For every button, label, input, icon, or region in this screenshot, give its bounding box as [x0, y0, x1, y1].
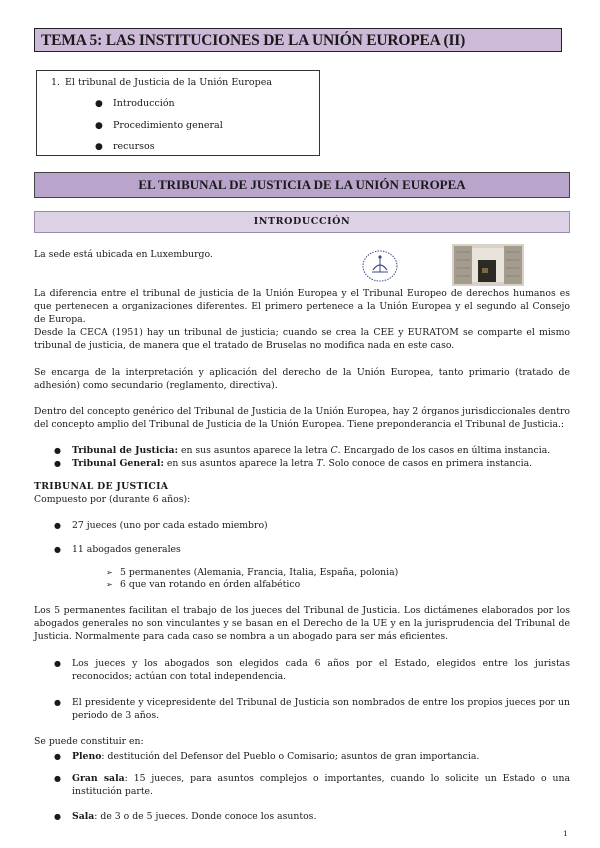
bullet-icon: ●: [54, 752, 61, 761]
list-item-gran-sala: ● Gran sala: 15 jueces, para asuntos complejos o importantes, cuando lo solicite un Estado o una institución parte.: [54, 773, 571, 798]
tj-heading: TRIBUNAL DE JUSTICIA: [34, 481, 169, 492]
bullet-icon: ●: [54, 545, 61, 554]
court-photo: [452, 244, 524, 286]
arrow-icon: ➢: [106, 580, 113, 589]
sub-item-permanent: ➢ 5 permanentes (Alemania, Francia, Italia, España, polonia): [106, 567, 399, 578]
paragraph-difference: La diferencia entre el tribunal de justicia de la Unión Europea y el Tribunal Europeo de derechos humanos es que pertenecen a organizaciones diferentes. El primero pertenece a la Unión Europea y el segundo al Consejo de Europa.: [34, 288, 570, 326]
index-list: [95, 98, 223, 163]
index-number: 1.: [51, 77, 61, 88]
subsection-title: INTRODUCCIÓN: [34, 211, 570, 233]
arrow-icon: ➢: [106, 568, 113, 577]
bullet-icon: ●: [54, 812, 61, 821]
sub-item-rotating: ➢ 6 que van rotando en órden alfabético: [106, 579, 301, 590]
bullet-icon: ●: [54, 459, 61, 468]
court-emblem-icon: [360, 248, 400, 284]
index-heading: [51, 77, 272, 88]
list-item-sala: ● Sala: de 3 o de 5 jueces. Donde conoce los asuntos.: [54, 811, 317, 822]
page-title: TEMA 5: LAS INSTITUCIONES DE LA UNIÓN EUROPEA (II): [34, 28, 562, 52]
index-item: ● Introducción: [95, 98, 175, 109]
index-box: [36, 70, 320, 156]
list-item-president: ● El presidente y vicepresidente del Tribunal de Justicia son nombrados de entre los propios jueces por un periodo de 3 años.: [54, 697, 570, 722]
list-item-tribunal-justicia: ● Tribunal de Justicia: en sus asuntos aparece la letra C. Encargado de los casos en última instancia.: [54, 445, 551, 456]
tj-composed: Compuesto por (durante 6 años):: [34, 494, 191, 505]
bullet-icon: ●: [54, 659, 61, 668]
index-item: ● Procedimiento general: [95, 119, 223, 131]
bullet-icon: ●: [54, 446, 61, 455]
index-heading-text: El tribunal de Justicia de la Unión Europea: [65, 77, 273, 88]
list-item-advocates: ● 11 abogados generales: [54, 544, 181, 555]
page-number: 1: [563, 829, 568, 838]
bullet-icon: ●: [54, 698, 61, 707]
paragraph-seat: La sede está ubicada en Luxemburgo.: [34, 249, 213, 260]
list-item-tribunal-general: ● Tribunal General: en sus asuntos aparece la letra T. Solo conoce de casos en primera instancia.: [54, 458, 533, 469]
section-title: EL TRIBUNAL DE JUSTICIA DE LA UNIÓN EUROPEA: [34, 172, 570, 198]
bullet-icon: ●: [95, 99, 103, 109]
paragraph-advocates: Los 5 permanentes facilitan el trabajo de los jueces del Tribunal de Justicia. Los dictámenes elaborados por los abogados generales no son vinculantes y se basan en el Derecho de la UE y en la jurisprudencia del Tribunal de Justicia. Normalmente para cada caso se nombra a un abogado para ser más eficientes.: [34, 605, 570, 643]
list-item-judges: ● 27 jueces (uno por cada estado miembro): [54, 520, 268, 531]
bullet-icon: ●: [95, 142, 103, 152]
list-item-pleno: ● Pleno: destitución del Defensor del Pueblo o Comisario; asuntos de gran importancia.: [54, 751, 480, 762]
bullet-icon: ●: [54, 774, 61, 783]
list-item-elected: ● Los jueces y los abogados son elegidos cada 6 años por el Estado, elegidos entre los juristas reconocidos; actúan con total independencia.: [54, 658, 570, 683]
paragraph-function: Se encarga de la interpretación y aplicación del derecho de la Unión Europea, tanto primario (tratado de adhesión) como secundario (reglamento, directiva).: [34, 367, 570, 392]
paragraph-organs: Dentro del concepto genérico del Tribunal de Justicia de la Unión Europea, hay 2 órganos jurisdiccionales dentro del concepto amplio del Tribunal de Justicia de la Unión Europea. Tiene preponderancia el Tribunal de Justicia.:: [34, 406, 570, 431]
bullet-icon: ●: [54, 521, 61, 530]
index-item: ● recursos: [95, 141, 155, 152]
paragraph-history: Desde la CECA (1951) hay un tribunal de justicia; cuando se crea la CEE y EURATOM se comparte el mismo tribunal de justicia, de manera que el tratado de Bruselas no modifica nada en este caso.: [34, 327, 570, 352]
paragraph-constitute: Se puede constituir en:: [34, 736, 144, 747]
bullet-icon: ●: [95, 120, 103, 131]
